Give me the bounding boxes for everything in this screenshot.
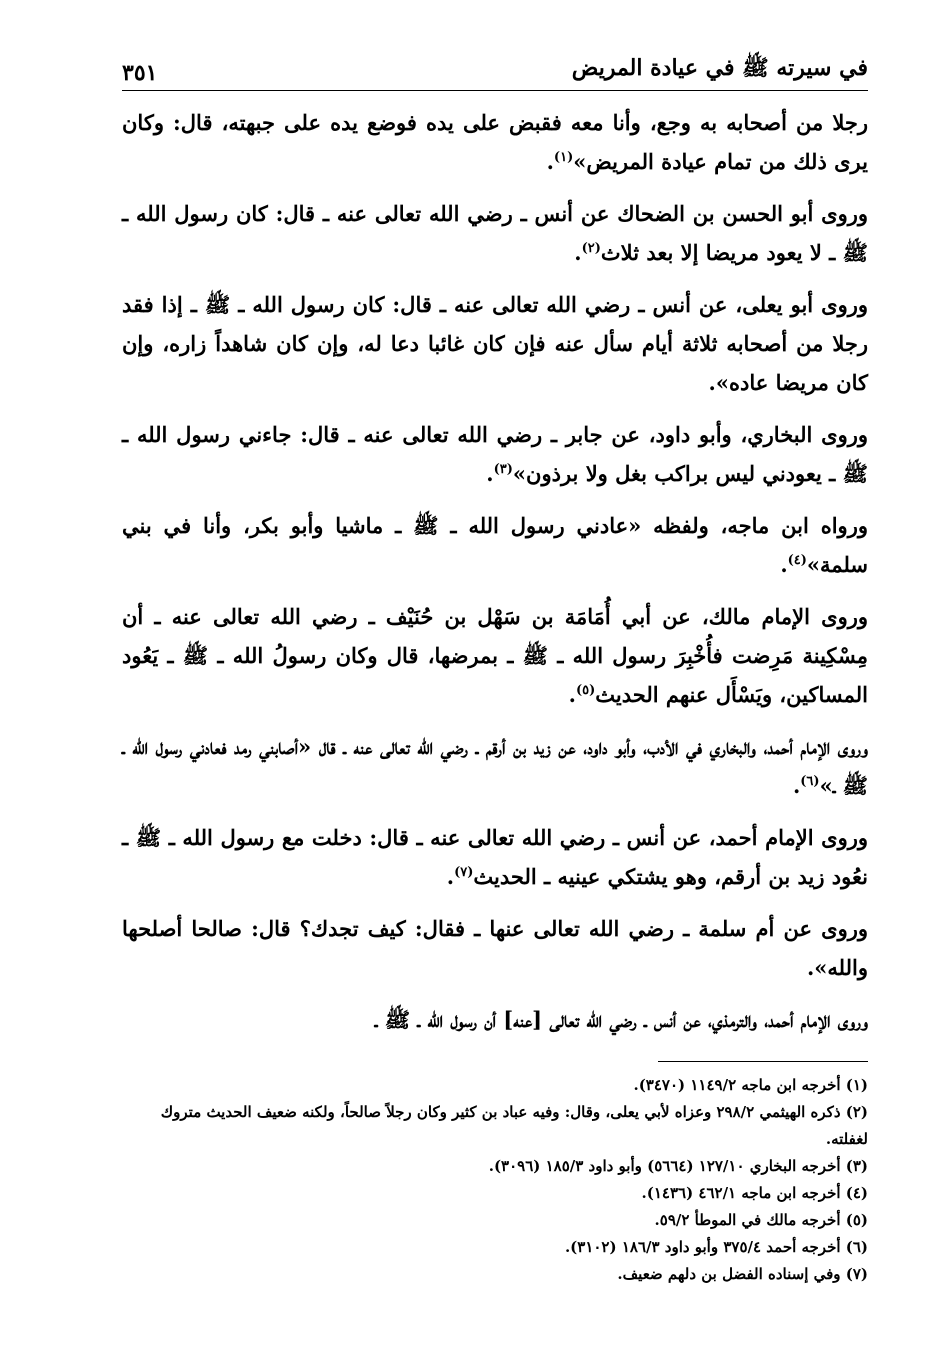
footnote: (٥) أخرجه مالك في الموطأ ٥٩/٢. <box>654 1211 868 1229</box>
footnote-ref: (٧) <box>454 865 474 880</box>
footnote: (٤) أخرجه ابن ماجه ٤٦٢/١ (١٤٣٦). <box>641 1184 868 1202</box>
footnote: (٢) ذكره الهيثمي ٢٩٨/٢ وعزاه لأبي يعلى، وقال: وفيه عباد بن كثير وكان رجلاً صالحاً، ولكنه ضعيف الحديث متروك لغفلته. <box>160 1103 868 1148</box>
footnote-ref: (٣) <box>493 462 513 477</box>
footnote-ref: (٤) <box>787 553 807 568</box>
footnote: (٧) وفي إسناده الفضل بن دلهم ضعيف. <box>617 1265 868 1283</box>
paragraph: ورواه ابن ماجه، ولفظه «عادني رسول الله ـ ﷺ ـ ماشيا وأبو بكر، وأنا في بني سلمة»$^{(٤)}$. <box>122 513 868 577</box>
paragraph: وروى الإمام مالك، عن أبي أُمَامَة بن سَهْل بن حُنَيْف ـ رضي الله تعالى عنه ـ أن مِسْكِينة مَرِضت فأُخْبِرَ رسول الله ـ ﷺ ـ بمرضها، قال وكان رسولُ الله ـ ﷺ ـ يَعُود المساكين، ويَسْأَل عنهم الحديث$^{(٥)}$. <box>122 604 868 707</box>
page-number: ٣٥١ <box>122 60 158 86</box>
footnote-ref: (٦) <box>800 774 820 789</box>
paragraph: وروى أبو الحسن بن الضحاك عن أنس ـ رضي الله تعالى عنه ـ قال: كان رسول الله ـ ﷺ ـ لا يعود مريضا إلا بعد ثلاث$^{(٢)}$. <box>122 201 868 265</box>
running-header <box>122 40 868 91</box>
footnote: (١) أخرجه ابن ماجه ١١٤٩/٢ (٣٤٧٠). <box>633 1076 868 1094</box>
footnote-divider <box>658 1061 868 1062</box>
chapter-title: في سيرته ﷺ في عيادة المريض <box>571 55 868 81</box>
paragraph: وروى الإمام أحمد، والبخاري في الأدب، وأبو داود، عن زيد بن أرقم ـ رضي الله تعالى عنه ـ قال «أصابني رمد فعادني رسول الله ـ ﷺ ـ»$^{(٦)}$. <box>122 734 868 798</box>
paragraph: رجلا من أصحابه به وجع، وأنا معه فقبض على يده فوضع يده على جبهته، قال: وكان يرى ذلك من تمام عيادة المريض»$^{(١)}$. <box>122 110 868 174</box>
paragraph: وروى الإمام أحمد، والترمذي، عن أنس ـ رضي الله تعالى [عنه] أن رسول الله ـ ﷺ ـ <box>374 1007 868 1032</box>
paragraph: وروى أبو يعلى، عن أنس ـ رضي الله تعالى عنه ـ قال: كان رسول الله ـ ﷺ ـ إذا فقد رجلا من أصحابه ثلاثة أيام سأل عنه فإن كان غائبا دعا له، وإن كان شاهداً زاره، وإن كان مريضا عاده». <box>122 292 868 395</box>
paragraph: وروى الإمام أحمد، عن أنس ـ رضي الله تعالى عنه ـ قال: دخلت مع رسول الله ـ ﷺ ـ نعُود زيد بن أرقم، وهو يشتكي عينيه ـ الحديث$^{(٧)}$. <box>122 825 868 889</box>
footnote: (٣) أخرجه البخاري ١٢٧/١٠ (٥٦٦٤) وأبو داود ١٨٥/٣ (٣٠٩٦). <box>488 1157 868 1175</box>
body-text <box>122 103 868 1039</box>
footnote-ref: (١) <box>553 150 574 165</box>
paragraph: وروى عن أم سلمة ـ رضي الله تعالى عنها ـ فقال: كيف تجدك؟ قال: صالحا أصلحها والله». <box>122 916 868 980</box>
footnote: (٦) أخرجه أحمد ٣٧٥/٤ وأبو داود ١٨٦/٣ (٣١٠٢). <box>564 1238 868 1256</box>
footnote-ref: (٢) <box>581 241 601 256</box>
paragraph: وروى البخاري، وأبو داود، عن جابر ـ رضي الله تعالى عنه ـ قال: جاءني رسول الله ـ ﷺ ـ يعودني ليس براكب بغل ولا برذون»$^{(٣)}$. <box>122 422 868 486</box>
footnote-ref: (٥) <box>575 683 596 698</box>
book-page <box>122 40 868 1340</box>
footnotes <box>122 1072 868 1288</box>
